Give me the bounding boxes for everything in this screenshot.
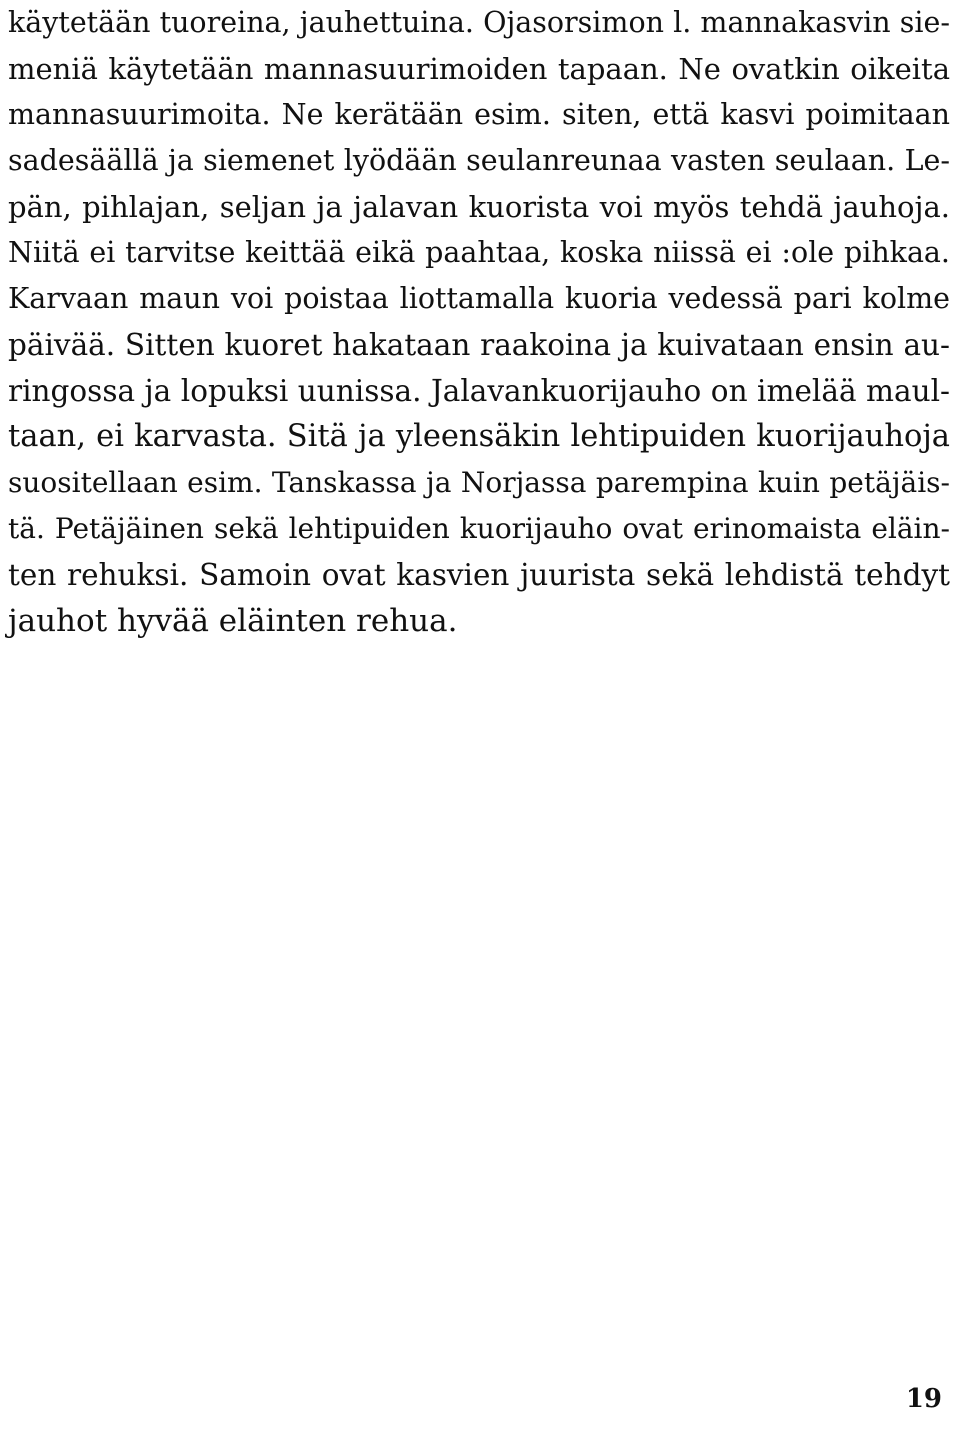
text-line: pän, pihlajan, seljan ja jalavan kuorista voi myös tehdä jauhoja. xyxy=(8,190,950,224)
body-text xyxy=(8,0,950,644)
text-line: ten rehuksi. Samoin ovat kasvien juurista sekä lehdistä tehdyt xyxy=(8,558,950,592)
text-line: sadesäällä ja siemenet lyödään seulanreunaa vasten seulaan. Le- xyxy=(8,144,950,177)
text-line: mannasuurimoita. Ne kerätään esim. siten, että kasvi poimitaan xyxy=(8,98,950,131)
text-line: suositellaan esim. Tanskassa ja Norjassa parempina kuin petäjäis- xyxy=(8,466,950,499)
text-line: käytetään tuoreina, jauhettuina. Ojasorsimon l. mannakasvin sie- xyxy=(8,6,950,39)
text-line: Karvaan maun voi poistaa liottamalla kuoria vedessä pari kolme xyxy=(8,282,950,315)
text-line: taan, ei karvasta. Sitä ja yleensäkin lehtipuiden kuorijauhoja xyxy=(8,419,950,454)
text-line-last: jauhot hyvää eläinten rehua. xyxy=(8,603,458,639)
text-line: meniä käytetään mannasuurimoiden tapaan. Ne ovatkin oikeita xyxy=(8,52,950,86)
page-number: 19 xyxy=(905,1384,942,1414)
text-line: Niitä ei tarvitse keittää eikä paahtaa, koska niissä ei :ole pihkaa. xyxy=(8,236,950,269)
text-line: päivää. Sitten kuoret hakataan raakoina ja kuivataan ensin au- xyxy=(8,328,950,362)
text-line: tä. Petäjäinen sekä lehtipuiden kuorijauho ovat erinomaista eläin- xyxy=(8,512,950,545)
text-line: ringossa ja lopuksi uunissa. Jalavankuorijauho on imelää maul- xyxy=(8,374,950,408)
